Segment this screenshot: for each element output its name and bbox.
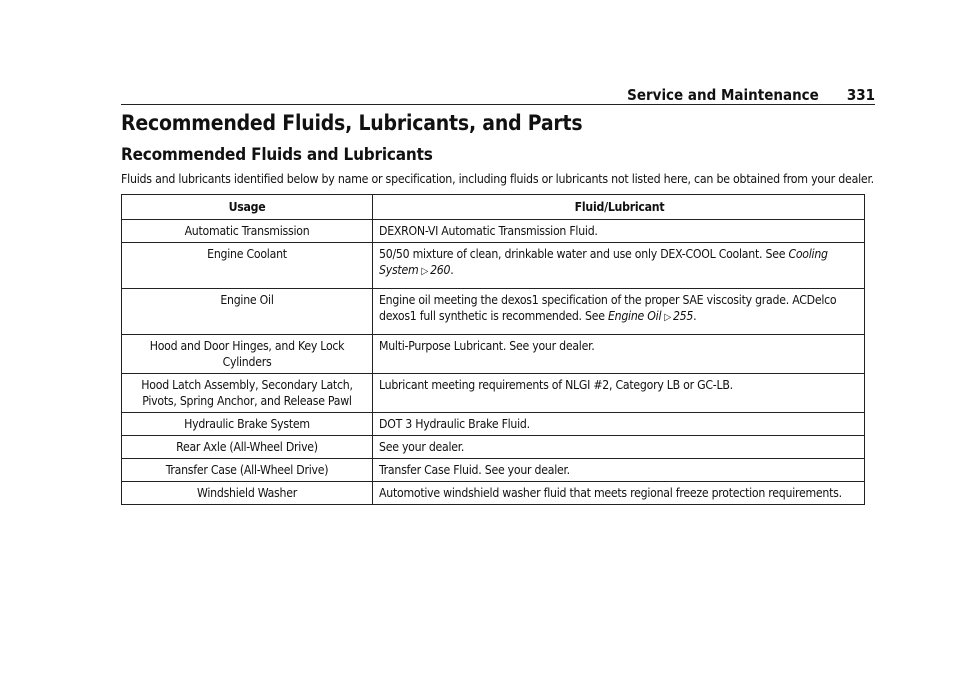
page-reference-icon: ▷ [664,312,671,323]
table-row [122,289,865,335]
fluid-cell: Lubricant meeting requirements of NLGI #2, Category LB or GC-LB. [373,374,865,413]
table-row [122,436,865,459]
running-header [121,82,875,104]
usage-cell: Hood and Door Hinges, and Key Lock Cylinders [122,335,373,374]
header-divider [121,104,875,105]
usage-cell: Hydraulic Brake System [122,413,373,436]
table-row [122,243,865,289]
fluid-cell [373,289,865,335]
usage-cell: Engine Coolant [122,243,373,289]
reference-page[interactable]: 260 [430,263,451,277]
page-reference-icon: ▷ [421,266,429,277]
fluid-cell: See your dealer. [373,436,865,459]
usage-cell: Engine Oil [122,289,373,335]
usage-cell: Transfer Case (All-Wheel Drive) [122,459,373,482]
page-number: 331 [846,86,875,104]
table-row [122,413,865,436]
header-usage: Usage [122,195,373,220]
fluid-cell: Automotive windshield washer fluid that meets regional freeze protection requirements. [373,482,865,505]
intro-paragraph: Fluids and lubricants identified below by name or specification, including fluids or lubricants not listed here, can be obtained from your dealer. [121,172,874,186]
usage-cell: Windshield Washer [122,482,373,505]
reference-page[interactable]: 255 [672,309,694,323]
fluid-cell [373,243,865,289]
table-header-row [122,195,865,220]
table-row [122,220,865,243]
sentence-end: . [450,263,454,277]
table-row [122,459,865,482]
usage-cell: Hood Latch Assembly, Secondary Latch, Pivots, Spring Anchor, and Release Pawl [122,374,373,413]
sentence-end: . [693,309,697,323]
fluid-text: 50/50 mixture of clean, drinkable water and use only DEX-COOL Coolant. See [379,247,786,261]
section-name: Service and Maintenance [627,86,819,104]
page-title: Recommended Fluids, Lubricants, and Parts [121,111,583,135]
cross-reference-link[interactable] [608,309,693,323]
header-fluid: Fluid/Lubricant [373,195,865,220]
fluid-cell: Transfer Case Fluid. See your dealer. [373,459,865,482]
table-row [122,482,865,505]
fluids-table [121,194,865,505]
fluid-cell: DEXRON-VI Automatic Transmission Fluid. [373,220,865,243]
usage-cell: Rear Axle (All-Wheel Drive) [122,436,373,459]
fluid-cell: Multi-Purpose Lubricant. See your dealer. [373,335,865,374]
table-row [122,374,865,413]
usage-cell: Automatic Transmission [122,220,373,243]
table-row [122,335,865,374]
fluid-cell: DOT 3 Hydraulic Brake Fluid. [373,413,865,436]
section-heading: Recommended Fluids and Lubricants [121,145,433,165]
reference-title[interactable]: Cooling System [379,247,828,277]
fluid-text: Engine oil meeting the dexos1 specification of the proper SAE viscosity grade. ACDelco dexos1 full synthetic is recommended. See [379,293,837,323]
reference-title[interactable]: Engine Oil [607,309,662,323]
